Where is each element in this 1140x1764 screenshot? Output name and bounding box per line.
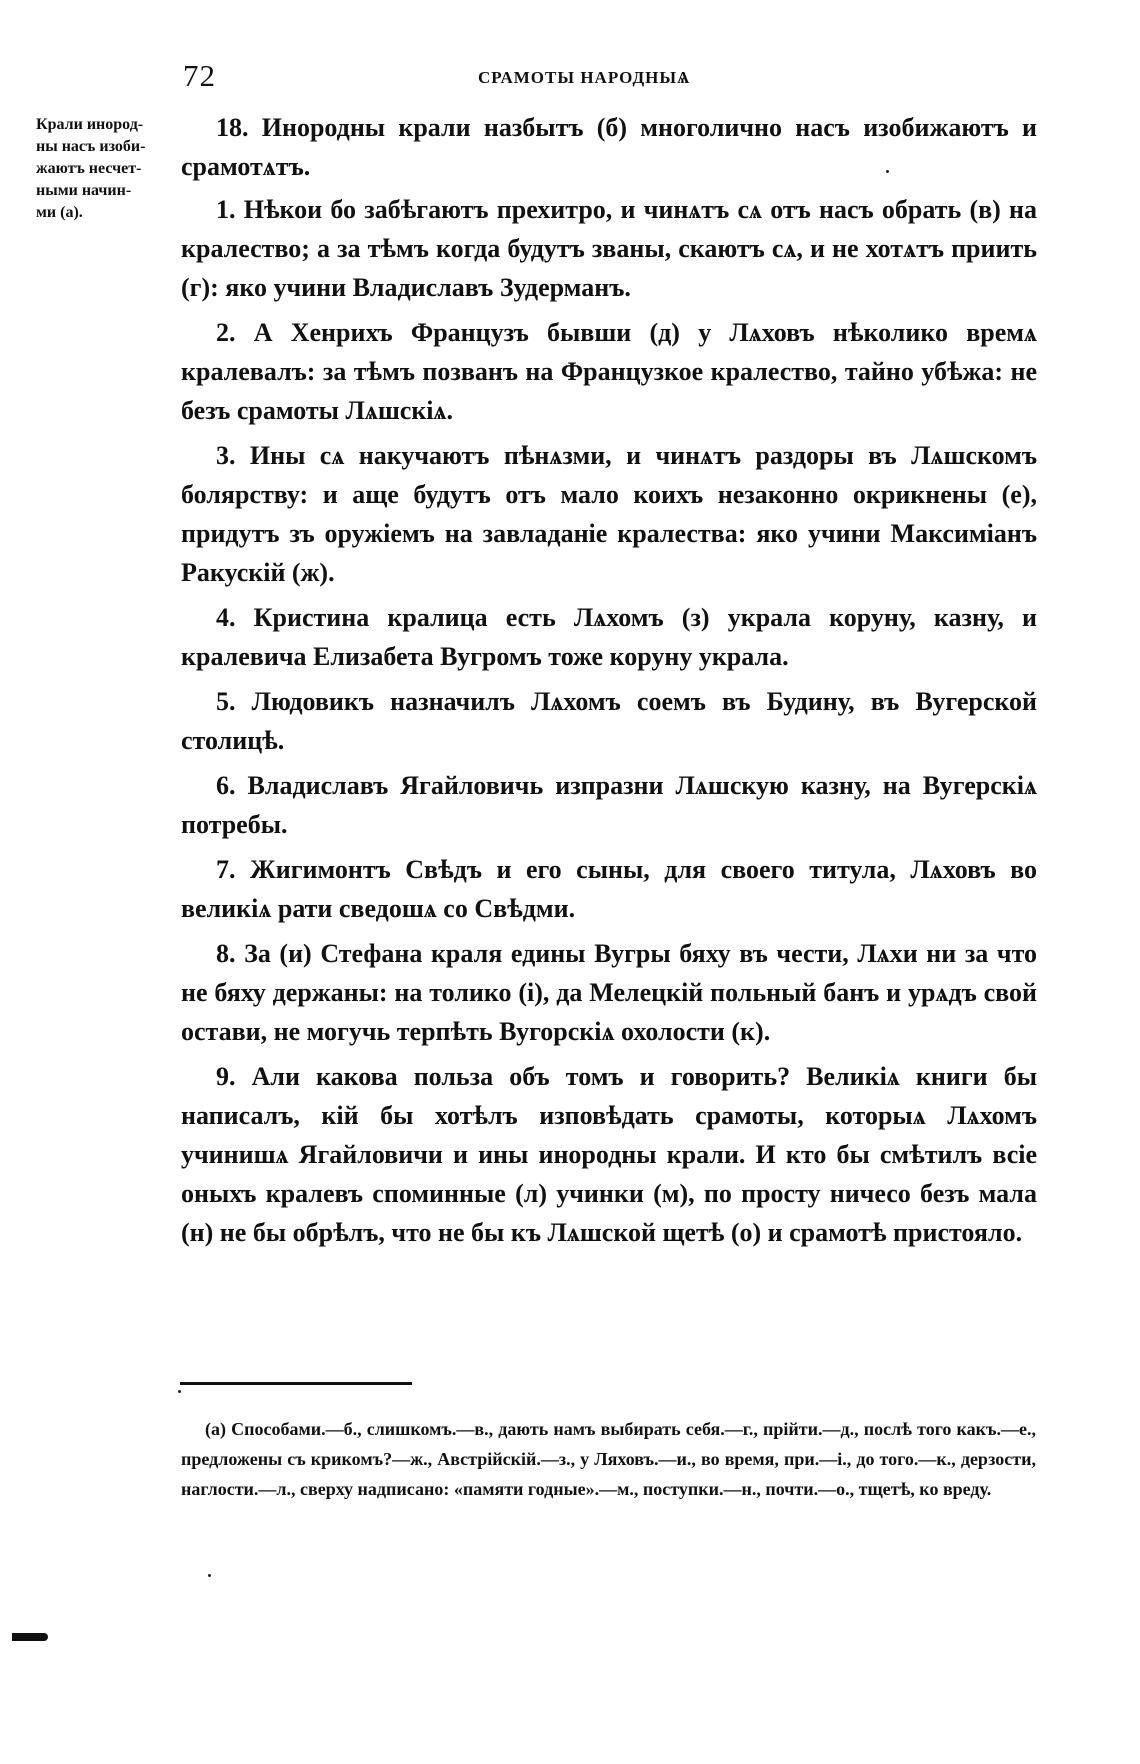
ink-speck [886, 170, 889, 173]
paragraph-5: 5. Людовикъ назначилъ Лѧхомъ соемъ въ Будину, въ Вугерской столицѣ. [181, 687, 1037, 755]
paragraph-4: 4. Кристина кралица есть Лѧхомъ (з) украла коруну, казну, и кралевича Елизабета Вугромъ тоже коруну украла. [181, 603, 1037, 671]
main-text [181, 108, 1037, 1258]
page-number: 72 [183, 58, 216, 93]
running-title: СРАМОТЫ НАРОДНЫѦ [478, 68, 691, 87]
paragraph-7: 7. Жигимонтъ Свѣдъ и его сыны, для своего титула, Лѧховъ во великiѧ рати сведошѧ со Свѣдми. [181, 855, 1037, 923]
ink-speck [208, 1574, 211, 1577]
paragraph-1: 1. Нѣкои бо забѣгаютъ прехитро, и чинѧтъ сѧ отъ насъ обрать (в) на кралество; а за тѣмъ когда будутъ званы, скаютъ сѧ, и не хотѧтъ приить (г): яко учини Владиславъ Зудерманъ. [181, 195, 1037, 302]
paragraph-3: 3. Ины сѧ накучаютъ пѣнѧзми, и чинѧтъ раздоры въ Лѧшскомъ болярству: и аще будутъ отъ мало коихъ незаконно окрикнены (е), придутъ зъ оружiемъ на завладанiе кралества: яко учини Максимiанъ Ракускiй (ж). [181, 441, 1037, 587]
footnotes: (а) Способами.—б., слишкомъ.—в., дають намъ выбирать себя.—г., прiйти.—д., послѣ того какъ.—е., предложены съ крикомъ?—ж., Австрiйскiй.—з., у Ляховъ.—и., во время, при.—i., до того.—к., дерзости, наглости.—л., сверху надписано: «памяти годные».—м., поступки.—н., почти.—о., тщетѣ, ко вреду. [181, 1419, 1036, 1499]
paragraph-18: 18. Инородны крали назбытъ (б) многолично насъ изобижаютъ и срамотѧтъ. [181, 113, 1037, 181]
paragraph-8: 8. За (и) Стефана краля едины Вугры бяху въ чести, Лѧхи ни за что не бяху держаны: на толико (i), да Мелецкiй польный банъ и урѧдъ свой остави, не могучь терпѣть Вугорскiѧ охолости (к). [181, 939, 1037, 1046]
paragraph-6: 6. Владиславъ Ягайловичь изпразни Лѧшскую казну, на Вугерскiѧ потребы. [181, 771, 1037, 839]
page-edge-mark [12, 1633, 48, 1641]
margin-note: Крали инород- ны насъ изоби- жаютъ несчет- ными начин- ми (а). [36, 116, 146, 221]
ink-speck [178, 1390, 181, 1393]
paragraph-2: 2. А Хенрихъ Французъ бывши (д) у Лѧховъ нѣколико времѧ кралевалъ: за тѣмъ позванъ на Французкое кралество, тайно убѣжа: не безъ срамоты Лѧшскiѧ. [181, 318, 1037, 425]
footnote-divider [180, 1382, 412, 1385]
paragraph-9: 9. Али какова польза объ томъ и говорить? Великiѧ книги бы написалъ, кiй бы хотѣлъ изповѣдать срамоты, которыѧ Лѧхомъ учинишѧ Ягайловичи и ины инородны крали. И кто бы смѣтилъ всiе оныхъ кралевъ споминные (л) учинки (м), по просту ничесо безъ мала (н) не бы обрѣлъ, что не бы къ Лѧшской щетѣ (о) и срамотѣ пристояло. [181, 1062, 1037, 1247]
